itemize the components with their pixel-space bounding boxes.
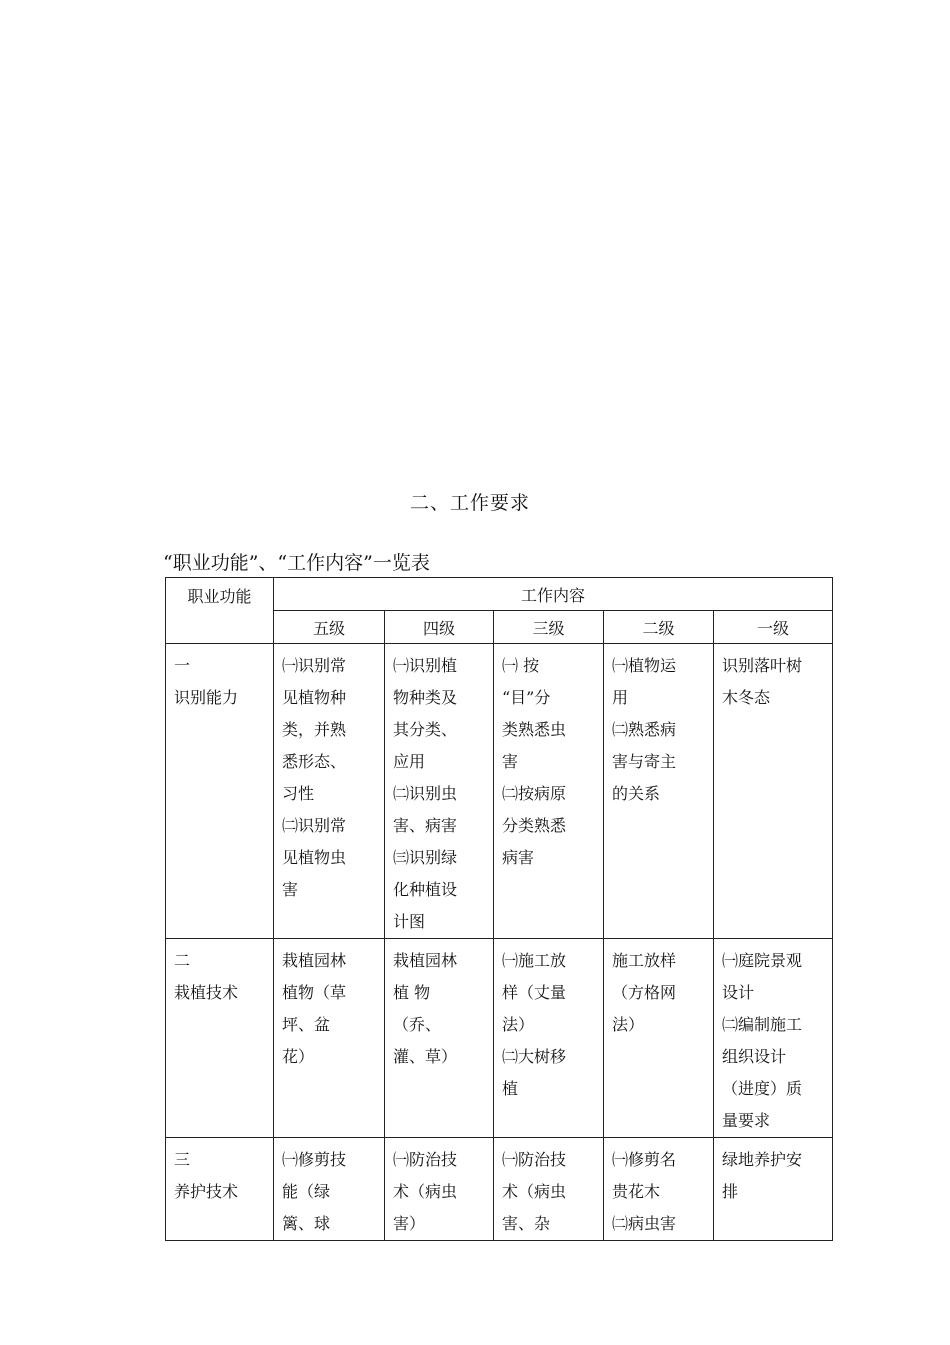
content-line: ㈠防治技 [393, 1150, 458, 1169]
content-line: 类，并熟 [282, 720, 347, 739]
content-line: （乔、 [393, 1015, 442, 1034]
table-row [166, 644, 833, 939]
function-name: 养护技术 [174, 1182, 239, 1201]
content-line: （方格网 [612, 983, 677, 1002]
content-cell [604, 1138, 714, 1241]
content-line: 术（病虫 [502, 1182, 567, 1201]
function-name: 栽植技术 [174, 983, 239, 1002]
content-line: ㈡识别常 [282, 816, 347, 835]
content-line: 术（病虫 [393, 1182, 458, 1201]
content-cell [274, 644, 385, 939]
content-line: ㈠植物运 [612, 656, 677, 675]
content-line: ㈠识别常 [282, 656, 347, 675]
content-line: 用 [612, 688, 629, 707]
content-line: 害） [393, 1214, 426, 1233]
function-name: 识别能力 [174, 688, 239, 707]
function-number: 三 [174, 1150, 191, 1169]
content-cell [714, 939, 833, 1138]
content-line: 植 物 [393, 983, 431, 1002]
header-level: 三级 [494, 611, 604, 644]
content-line: 施工放样 [612, 951, 677, 970]
content-line: ㈡大树移 [502, 1047, 567, 1066]
content-line: 见植物虫 [282, 848, 347, 867]
content-line: 花） [282, 1047, 315, 1066]
content-line: 法） [612, 1015, 645, 1034]
content-line: 化种植设 [393, 880, 458, 899]
content-line: 害、杂 [502, 1214, 551, 1233]
content-line: 习性 [282, 784, 315, 803]
content-line: 见植物种 [282, 688, 347, 707]
content-line: ㈡熟悉病 [612, 720, 677, 739]
content-line: 害 [282, 880, 299, 899]
content-cell [385, 939, 494, 1138]
function-cell [166, 1138, 274, 1241]
content-cell [494, 939, 604, 1138]
content-line: 绿地养护安 [722, 1150, 803, 1169]
content-line: 法） [502, 1015, 535, 1034]
content-line: 样（丈量 [502, 983, 567, 1002]
content-line: 排 [722, 1182, 739, 1201]
header-function: 职业功能 [166, 578, 274, 644]
content-line: 贵花木 [612, 1182, 661, 1201]
content-line: ㈡按病原 [502, 784, 567, 803]
content-line: 篱、球 [282, 1214, 331, 1233]
content-line: ㈢识别绿 [393, 848, 458, 867]
header-level: 二级 [604, 611, 714, 644]
content-line: ㈠防治技 [502, 1150, 567, 1169]
content-line: ㈡编制施工 [722, 1015, 803, 1034]
content-cell [714, 644, 833, 939]
content-line: “目”分 [502, 688, 551, 707]
content-line: ㈠ 按 [502, 656, 540, 675]
content-cell [274, 939, 385, 1138]
content-line: ㈠识别植 [393, 656, 458, 675]
content-cell [604, 644, 714, 939]
content-line: ㈠修剪技 [282, 1150, 347, 1169]
content-cell [385, 644, 494, 939]
section-title: 二、工作要求 [409, 492, 530, 514]
content-line: 的关系 [612, 784, 661, 803]
content-line: 类熟悉虫 [502, 720, 567, 739]
content-cell [604, 939, 714, 1138]
content-line: 能（绿 [282, 1182, 331, 1201]
content-line: 害与寄主 [612, 752, 677, 771]
content-line: 设计 [722, 983, 755, 1002]
content-line: 病害 [502, 848, 535, 867]
content-line: 量要求 [722, 1111, 771, 1130]
content-line: 分类熟悉 [502, 816, 567, 835]
content-line: 其分类、 [393, 720, 458, 739]
function-cell [166, 644, 274, 939]
content-line: 组织设计 [722, 1047, 787, 1066]
content-cell [494, 644, 604, 939]
content-line: ㈠施工放 [502, 951, 567, 970]
table-row [166, 939, 833, 1138]
header-level: 一级 [714, 611, 833, 644]
content-line: 计图 [393, 912, 426, 931]
content-line: 物种类及 [393, 688, 458, 707]
content-cell [714, 1138, 833, 1241]
work-requirements-table [165, 577, 833, 1241]
table-caption: “职业功能”、“工作内容”一览表 [163, 552, 430, 574]
header-level: 五级 [274, 611, 385, 644]
content-line: 灌、草） [393, 1047, 458, 1066]
content-line: ㈠庭院景观 [722, 951, 803, 970]
content-line: 害、病害 [393, 816, 458, 835]
table-row [166, 1138, 833, 1241]
content-line: 坪、盆 [282, 1015, 331, 1034]
content-line: 识别落叶树 [722, 656, 803, 675]
content-line: （进度）质 [722, 1079, 803, 1098]
content-line: ㈡病虫害 [612, 1214, 677, 1233]
content-line: 应用 [393, 752, 426, 771]
function-number: 二 [174, 951, 191, 970]
content-line: 栽植园林 [393, 951, 458, 970]
content-cell [385, 1138, 494, 1241]
header-level: 四级 [385, 611, 494, 644]
content-line: ㈠修剪名 [612, 1150, 677, 1169]
header-content: 工作内容 [274, 578, 833, 611]
content-cell [494, 1138, 604, 1241]
content-line: 栽植园林 [282, 951, 347, 970]
content-line: 植 [502, 1079, 519, 1098]
content-line: 害 [502, 752, 519, 771]
function-cell [166, 939, 274, 1138]
content-cell [274, 1138, 385, 1241]
content-line: 木冬态 [722, 688, 771, 707]
function-number: 一 [174, 656, 191, 675]
content-line: ㈡识别虫 [393, 784, 458, 803]
content-line: 植物（草 [282, 983, 347, 1002]
content-line: 悉形态、 [282, 752, 347, 771]
